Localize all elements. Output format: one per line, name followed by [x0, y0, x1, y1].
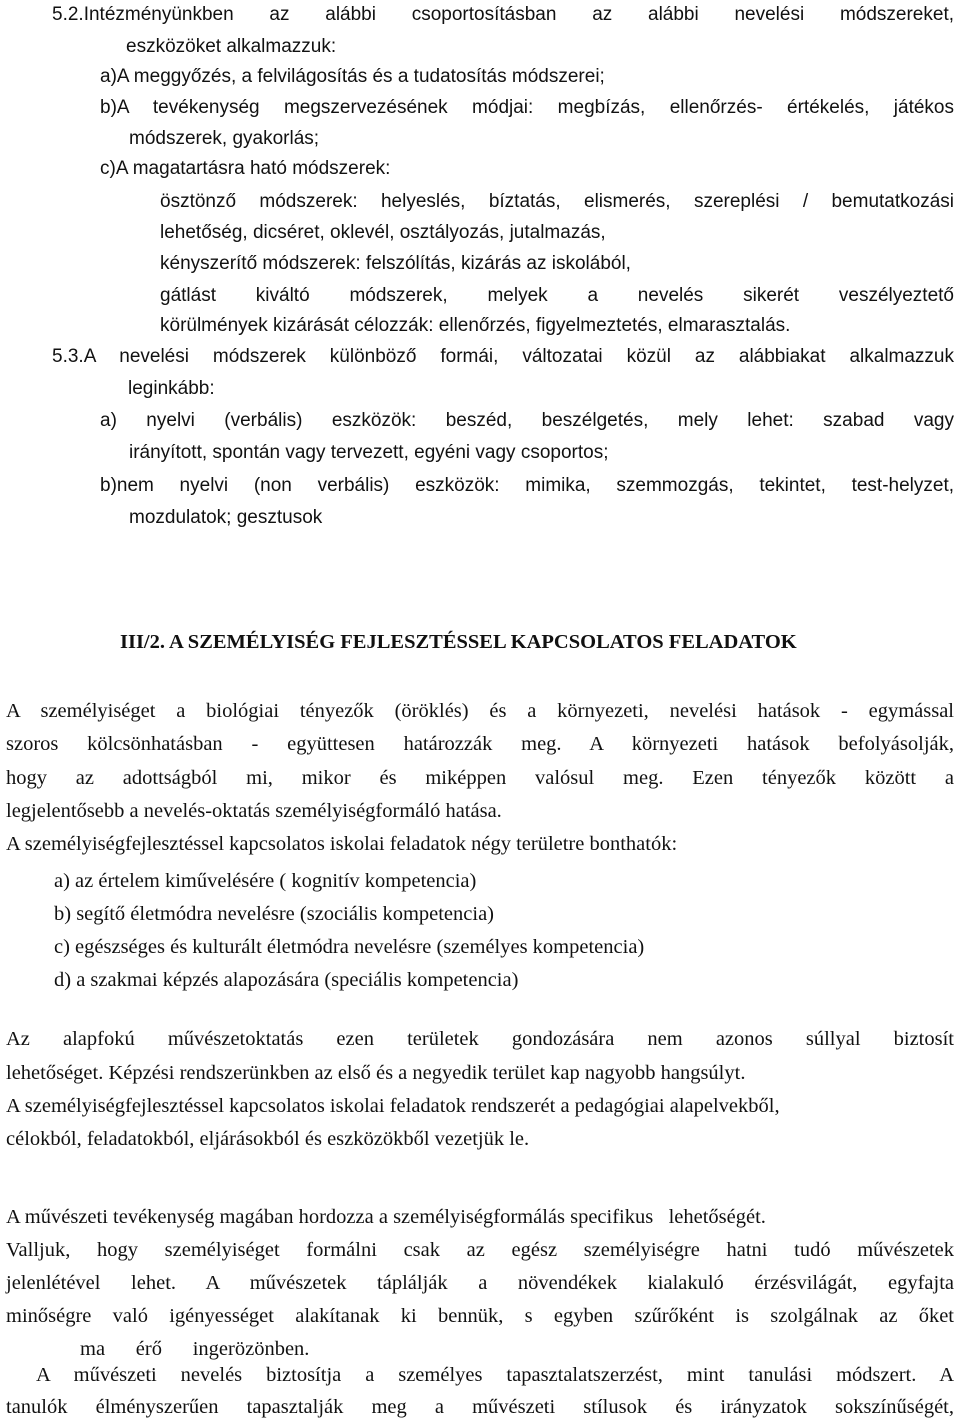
paragraph-line: A művészeti tevékenység magában hordozza a személyiségformálás specifikus lehetőségét.	[6, 1206, 766, 1228]
section-5-2-line: eszközöket alkalmazzuk:	[126, 36, 337, 57]
competency-item: b) segítő életmódra nevelésre (szociális kompetencia)	[54, 903, 494, 925]
paragraph-line: szoros kölcsönhatásban - együttesen határozzák meg. A környezeti hatások befolyásolják,	[6, 733, 954, 755]
paragraph-line: A személyiségfejlesztéssel kapcsolatos iskolai feladatok rendszerét a pedagógiai alapelvekből,	[6, 1095, 780, 1117]
paragraph-line: A művészeti nevelés biztosítja a személyes tapasztalatszerzést, mint tanulási módszert. A	[36, 1364, 954, 1386]
paragraph-line: tanulók élményszerűen tapasztalják meg a művészeti stílusok és irányzatok sokszínűségét,	[6, 1396, 954, 1418]
list-item-continuation: módszerek, gyakorlás;	[129, 128, 320, 149]
list-item-continuation: mozdulatok; gesztusok	[129, 507, 323, 528]
section-5-3-line: 5.3.A nevelési módszerek különböző formái, változatai közül az alábbiakat alkalmazzuk	[52, 346, 954, 367]
competency-item: c) egészséges és kulturált életmódra nevelésre (személyes kompetencia)	[54, 936, 645, 958]
list-item-continuation: irányított, spontán vagy tervezett, egyéni vagy csoportos;	[129, 442, 609, 463]
method-line: ösztönző módszerek: helyeslés, bíztatás, elismerés, szereplési / bemutatkozási	[160, 191, 954, 212]
paragraph-line: célokból, feladatokból, eljárásokból és eszközökből vezetjük le.	[6, 1128, 530, 1150]
paragraph-line: hogy az adottságból mi, mikor és miképpen valósul meg. Ezen tényezők között a	[6, 767, 954, 789]
method-line: kényszerítő módszerek: felszólítás, kizárás az iskolából,	[160, 253, 631, 274]
list-item: a)A meggyőzés, a felvilágosítás és a tudatosítás módszerei;	[100, 66, 605, 87]
section-5-2-line: 5.2.Intézményünkben az alábbi csoportosításban az alábbi nevelési módszereket,	[52, 4, 954, 25]
paragraph-line: lehetőséget. Képzési rendszerünkben az első és a negyedik terület kap nagyobb hangsúlyt.	[6, 1062, 746, 1084]
method-line: körülmények kizárását célozzák: ellenőrzés, figyelmeztetés, elmarasztalás.	[160, 315, 791, 336]
paragraph-line: A személyiséget a biológiai tényezők (öröklés) és a környezeti, nevelési hatások - egymással	[6, 700, 954, 722]
method-line: gátlást kiváltó módszerek, melyek a nevelés sikerét veszélyeztető	[160, 285, 954, 306]
paragraph-line: A személyiségfejlesztéssel kapcsolatos iskolai feladatok négy területre bonthatók:	[6, 833, 678, 855]
paragraph-line: ma érő ingerözönben.	[80, 1338, 310, 1360]
paragraph-line: legjelentősebb a nevelés-oktatás személyiségformáló hatása.	[6, 800, 502, 822]
section-5-3-line: leginkább:	[128, 378, 215, 399]
paragraph-line: Az alapfokú művészetoktatás ezen területek gondozására nem azonos súllyal biztosít	[6, 1028, 954, 1050]
method-line: lehetőség, dicséret, oklevél, osztályozás, jutalmazás,	[160, 222, 606, 243]
list-item: a) nyelvi (verbális) eszközök: beszéd, beszélgetés, mely lehet: szabad vagy	[100, 410, 954, 431]
paragraph-line: jelenlétével lehet. A művészetek táplálják a növendékek kialakuló érzésvilágát, egyfajta	[6, 1272, 954, 1294]
competency-item: d) a szakmai képzés alapozására (speciális kompetencia)	[54, 969, 519, 991]
section-heading: III/2. A SZEMÉLYISÉG FEJLESZTÉSSEL KAPCSOLATOS FELADATOK	[120, 631, 797, 653]
list-item: b)nem nyelvi (non verbális) eszközök: mimika, szemmozgás, tekintet, test-helyzet,	[100, 475, 954, 496]
paragraph-line: Valljuk, hogy személyiséget formálni csak az egész személyiségre hatni tudó művészetek	[6, 1239, 954, 1261]
competency-item: a) az értelem kiművelésére ( kognitív kompetencia)	[54, 870, 477, 892]
list-item: c)A magatartásra ható módszerek:	[100, 158, 391, 179]
paragraph-line: minőségre való igényességet alakítanak ki bennük, s egyben szűrőként is szolgálnak az őket	[6, 1305, 954, 1327]
list-item: b)A tevékenység megszervezésének módjai: megbízás, ellenőrzés- értékelés, játékos	[100, 97, 954, 118]
